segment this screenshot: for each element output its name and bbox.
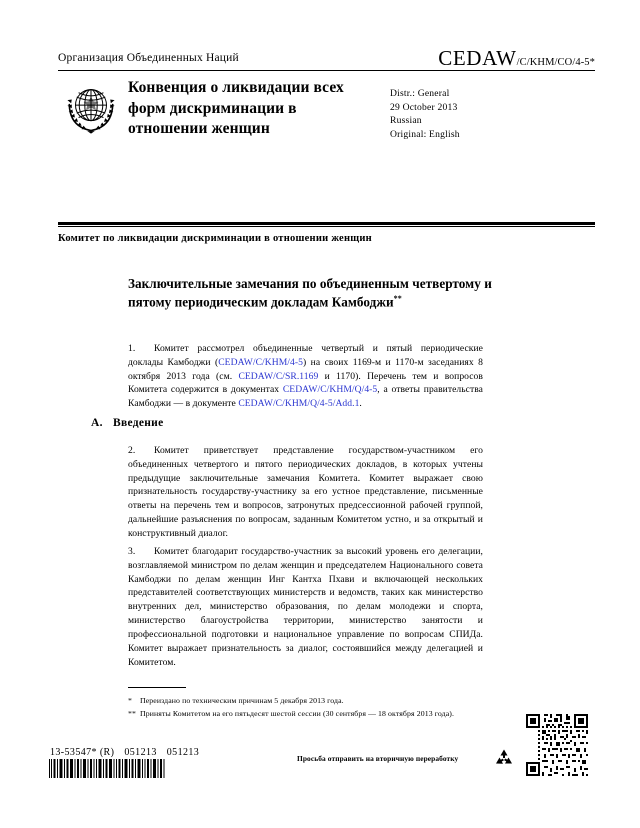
footnote-mark: * <box>128 696 132 705</box>
distribution-line: Distr.: General <box>390 88 450 99</box>
job-number: 13-53547* (R) <box>50 747 115 758</box>
paragraph-number: 3. <box>128 546 136 557</box>
section-title: Введение <box>113 417 164 429</box>
paragraph-2 <box>128 444 483 541</box>
job-number-line <box>50 747 199 758</box>
recycle-icon <box>494 748 514 768</box>
paragraph-1 <box>128 342 483 411</box>
paragraph-3 <box>128 545 483 669</box>
paragraph-number: 2. <box>128 445 136 456</box>
footnote-divider <box>128 687 186 688</box>
un-emblem <box>60 76 122 138</box>
distribution-block <box>390 87 460 142</box>
section-heading-a <box>91 417 164 429</box>
distribution-language: Russian <box>390 115 422 127</box>
page-title-text: Заключительные замечания по объединенным четвертому и пятому периодическим докладам Камбоджи <box>128 276 492 310</box>
paragraph-text: Комитет рассмотрел объединенные четвертый и пятый периодические доклады Камбоджи (CEDAW/C/KHM/4-5) на своих 1169-м и 1170-м заседаниях 8 октября 2013 года (см. CEDAW/C/SR.1169 и 1170). Перечень тем и вопросов Комитета содержится в документах CEDAW/C/KHM/Q/4-5, а ответы правительства Камбоджи — в документе CEDAW/C/KHM/Q/4-5/Add.1. <box>128 343 483 410</box>
footnote-text: Приняты Комитетом на его пятьдесят шестой сессии (30 сентября — 18 октября 2013 года). <box>140 708 455 718</box>
paragraph-text: Комитет приветствует представление государством-участником его объединенных четвертого и пятого периодических докладов, в которых учтены предыдущие заключительные замечания Комитета. Комитет выражает свою признательность государству-участнику за его устное представление, письменные ответы на перечень тем и вопросов, затронутых предсессионной рабочей группой, дальнейшие разъяснения по вопросам, заданным Комитетом устно, и за открытый и конструктивный диалог. <box>128 445 483 539</box>
committee-name: Комитет по ликвидации дискриминации в отношении женщин <box>58 233 372 244</box>
barcode <box>48 759 166 778</box>
section-divider <box>58 222 595 225</box>
footnote-mark: ** <box>128 708 136 718</box>
distribution-original: Original: English <box>390 129 460 141</box>
document-symbol-main: CEDAW <box>438 46 517 70</box>
document-reference-link[interactable]: CEDAW/C/SR.1169 <box>238 370 319 382</box>
qr-code <box>524 712 590 778</box>
section-letter: A. <box>91 417 103 429</box>
document-reference-link[interactable]: CEDAW/C/KHM/Q/4-5 <box>282 384 378 396</box>
footnote-item <box>128 695 498 707</box>
document-symbol-suffix: /C/KHM/CO/4-5* <box>516 57 595 68</box>
document-reference-link[interactable]: CEDAW/C/KHM/4-5 <box>218 356 303 368</box>
page-title <box>128 275 528 312</box>
convention-title: Конвенция о ликвидации всех форм дискриминации в отношении женщин <box>128 79 344 138</box>
footnote-item <box>128 708 498 720</box>
header-divider <box>58 70 595 71</box>
paragraph-number: 1. <box>128 343 136 354</box>
date-code-1: 051213 <box>124 747 157 758</box>
date-code-2: 051213 <box>166 747 200 758</box>
document-reference-link[interactable]: CEDAW/C/KHM/Q/4-5/Add.1 <box>238 398 360 410</box>
footnote-list <box>128 695 498 720</box>
page-title-footnote-mark: ** <box>393 294 402 304</box>
document-symbol <box>438 46 595 71</box>
paragraph-text: Комитет благодарит государство-участник за высокий уровень его делегации, возглавляемой министром по делам женщин и председателем Национального совета Камбоджи по делам женщин Инг Кантха Пхави и включающей нескольких представителей соответствующих министерств и ведомств, таких как министерство внутренних дел, министерство образования, по делам молодежи и спорта, министерство благоустройства территории, министерство занятости и профессиональной подготовки и национальное управление по вопросам СПИДа. Комитет выражает признательность за диалог, состоявшийся между делегацией и Комитетом. <box>128 546 483 668</box>
distribution-date: 29 October 2013 <box>390 101 458 113</box>
recycle-note: Просьба отправить на вторичную переработку <box>297 754 459 763</box>
footnote-text: Переиздано по техническим причинам 5 декабря 2013 года. <box>140 696 344 705</box>
organization-name: Организация Объединенных Наций <box>58 52 239 64</box>
